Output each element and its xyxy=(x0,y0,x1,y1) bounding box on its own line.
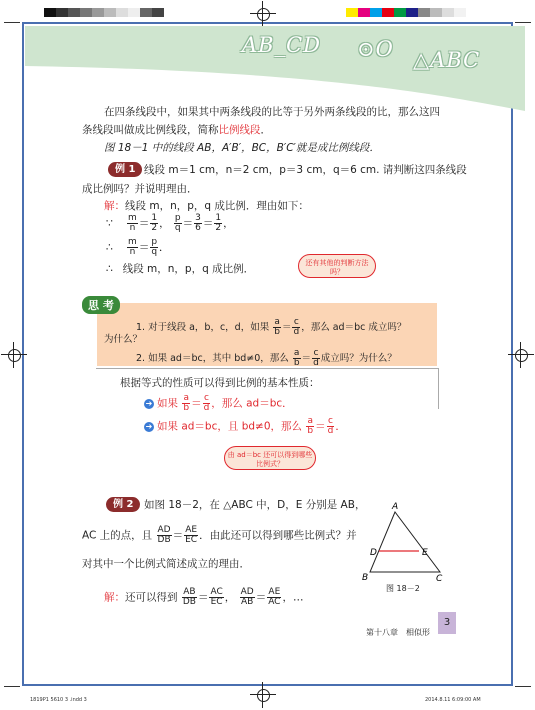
figure-caption: 图 18－2 xyxy=(386,584,420,593)
because-symbol: ∵ xyxy=(106,217,113,230)
fraction-c-d xyxy=(292,318,300,337)
fraction-c-d xyxy=(312,349,320,368)
intro-text: 条线段叫做成比例线段，简称 xyxy=(82,124,219,136)
crop-mark xyxy=(4,22,20,23)
example-1-because-line xyxy=(106,214,234,233)
intro-line-1: 在四条线段中，如果其中两条线段的比等于另外两条线段的比，那么这四 xyxy=(104,106,440,118)
grayscale-strip xyxy=(44,8,164,17)
fraction-1-2 xyxy=(214,214,222,233)
example-1-therefore-line xyxy=(106,238,170,257)
registration-mark-left xyxy=(5,346,23,364)
property-text: ，那么 ad＝bc． xyxy=(211,397,293,410)
property-title: 根据等式的性质可以得到比例的基本性质： xyxy=(120,377,320,389)
denominator: 2 xyxy=(151,223,158,233)
numerator: m xyxy=(128,213,137,223)
numerator: c xyxy=(327,416,333,426)
denominator: 6 xyxy=(195,223,201,233)
fraction-a-b xyxy=(306,417,314,436)
solution-label: 解： xyxy=(104,591,125,604)
page-number: 3 xyxy=(438,612,456,634)
intro-line-2 xyxy=(82,123,271,137)
therefore-symbol: ∴ xyxy=(106,263,113,275)
fraction-p-q xyxy=(150,238,158,257)
example-2-badge: 例 2 xyxy=(106,497,140,512)
example-2-question-3: 对其中一个比例式简述成立的理由． xyxy=(82,558,250,570)
fraction-a-b xyxy=(273,318,281,337)
numerator: c xyxy=(313,348,319,358)
intro-line-3: 图 18－1 中的线段 AB，A′B′，BC，B′C′就是成比例线段． xyxy=(104,142,380,154)
denominator: DB xyxy=(157,535,171,545)
numerator: a xyxy=(274,317,280,327)
intro-punct: ． xyxy=(260,124,271,136)
denominator: 2 xyxy=(215,223,222,233)
property-text: ． xyxy=(335,420,346,433)
vertex-C-label: C xyxy=(436,574,443,582)
think-item-2: 2. 如果 ad＝bc，其中 bd≠0，那么 $\frac{a}{b}$ ＝ $\frac{c}{d}$ 成立吗？为什么？ xyxy=(136,348,397,368)
numerator: 3 xyxy=(195,213,201,223)
numerator: AE xyxy=(185,525,198,535)
figure-18-2-triangle xyxy=(362,500,446,582)
numerator: a xyxy=(183,393,189,403)
denominator: DB xyxy=(182,597,196,607)
solution-text: 还可以得到 xyxy=(125,591,178,604)
fraction-AE-AC xyxy=(267,588,281,607)
numerator: c xyxy=(293,317,299,327)
equals: ＝ xyxy=(138,217,150,230)
fraction-c-d xyxy=(203,394,211,413)
numerator: 1 xyxy=(151,213,158,223)
fraction-AD-DB xyxy=(157,526,172,545)
numerator: AC xyxy=(210,587,223,597)
question-text: AC 上的点，且 xyxy=(82,529,153,542)
numerator: AD xyxy=(157,525,171,535)
property-text: 如果 xyxy=(157,397,178,410)
denominator: d xyxy=(293,327,300,337)
comma: ， xyxy=(223,217,234,230)
example-1-question-1: 线段 m＝1 cm，n＝2 cm，p＝3 cm，q＝6 cm. 请判断这四条线段 xyxy=(144,164,467,176)
fraction-a-b xyxy=(182,394,190,413)
numerator: a xyxy=(293,348,300,358)
denominator: EC xyxy=(210,597,223,607)
solution-label: 解： xyxy=(104,200,125,212)
numerator: c xyxy=(203,393,209,403)
arrow-right-icon: ➔ xyxy=(145,398,153,408)
denominator: EC xyxy=(185,535,198,545)
example-1-badge: 例 1 xyxy=(108,162,142,177)
think-item-1: 1. 对于线段 a，b，c，d，如果 $\frac{a}{b}$ ＝ $\frac{c}{d}$ ，那么 ad＝bc 成立吗？ xyxy=(136,317,407,337)
fraction-AC-EC xyxy=(209,588,223,607)
denominator: n xyxy=(129,223,136,233)
chapter-title: 第十八章 相似形 xyxy=(366,628,430,637)
file-info: 1819P1 5610 3 .indd 3 xyxy=(30,697,87,703)
numerator: AB xyxy=(183,587,196,597)
fraction-1-2 xyxy=(150,214,158,233)
period: ． xyxy=(159,241,170,254)
equals: ＝ xyxy=(202,217,214,230)
solution-text: ，… xyxy=(282,591,304,604)
denominator: b xyxy=(307,426,314,436)
hint-cloud-other-methods: 还有其他的判断方法吗？ xyxy=(298,254,376,278)
crop-mark xyxy=(515,22,531,23)
crop-mark xyxy=(515,686,531,687)
numerator: m xyxy=(128,237,137,247)
example-2-question-1: 如图 18－2，在 △ABC 中，D，E 分别是 AB， xyxy=(144,499,366,511)
example-1-question-2: 成比例吗？并说明理由． xyxy=(82,183,198,195)
think-text: 2. 如果 ad＝bc，其中 bd≠0，那么 xyxy=(136,353,289,364)
fraction-AB-DB xyxy=(182,588,197,607)
header-decoration-segments: AB_CD xyxy=(242,33,322,57)
fraction-3-6 xyxy=(194,214,202,233)
think-text: 1. 对于线段 a，b，c，d，如果 xyxy=(136,322,270,333)
fraction-m-n xyxy=(127,214,138,233)
think-text: ，那么 ad＝bc 成立吗？ xyxy=(301,322,407,333)
therefore-symbol: ∴ xyxy=(106,241,113,254)
numerator: 1 xyxy=(215,213,222,223)
fraction-c-d xyxy=(327,417,335,436)
numerator: a xyxy=(307,416,313,426)
vertex-A-label: A xyxy=(392,502,399,512)
think-tab: 思 考 xyxy=(82,296,120,314)
denominator: q xyxy=(174,223,181,233)
point-E-label: E xyxy=(422,548,428,558)
denominator: b xyxy=(293,358,300,368)
denominator: n xyxy=(129,247,136,257)
fraction-a-b xyxy=(293,349,301,368)
color-strip xyxy=(346,8,466,17)
print-timestamp: 2014.8.11 6:09:00 AM xyxy=(425,697,481,703)
property-row-2: ➔ 如果 ad＝bc，且 bd≠0，那么 $\frac{a}{b}$ ＝ $\frac{c}{d}$ ． xyxy=(145,416,346,436)
denominator: b xyxy=(274,327,280,337)
example-2-solution: 解：还可以得到 $\frac{AB}{DB}$ ＝ $\frac{AC}{EC}$ ， $\frac{AD}{AB}$ ＝ $\frac{AE}{AC}$ ，… xyxy=(104,587,304,607)
fraction-p-q xyxy=(174,214,182,233)
conclusion-text: 线段 m，n，p，q 成比例． xyxy=(122,263,255,275)
question-text: ．由此还可以得到哪些比例式？并 xyxy=(199,529,357,542)
hint-cloud-more-proportions: 由 ad＝bc 还可以得到哪些比例式？ xyxy=(224,446,316,470)
denominator: d xyxy=(203,403,210,413)
fraction-m-n xyxy=(127,238,138,257)
point-D-label: D xyxy=(370,548,377,558)
fraction-AE-EC xyxy=(184,526,198,545)
denominator: AC xyxy=(268,597,281,607)
think-text: 成立吗？为什么？ xyxy=(320,353,397,364)
registration-mark-bottom xyxy=(254,686,272,704)
equals: ＝ xyxy=(138,241,150,254)
example-1-solution-intro xyxy=(104,199,309,213)
denominator: d xyxy=(313,358,319,368)
numerator: p xyxy=(174,213,181,223)
denominator: q xyxy=(151,247,158,257)
denominator: AB xyxy=(240,597,254,607)
registration-mark-right xyxy=(512,346,530,364)
example-2-question-2: AC 上的点，且 $\frac{AD}{DB}$ ＝ $\frac{AE}{EC}$ ．由此还可以得到哪些比例式？并 xyxy=(82,525,357,545)
property-text: 如果 ad＝bc，且 bd≠0，那么 xyxy=(157,420,303,433)
numerator: AD xyxy=(240,587,254,597)
comma: ， xyxy=(159,217,170,230)
vertex-B-label: B xyxy=(362,573,369,582)
header-decoration-circle: ⊙O xyxy=(357,37,394,61)
registration-mark-top xyxy=(254,5,272,23)
solution-text: 线段 m，n，p，q 成比例．理由如下： xyxy=(125,200,309,212)
arrow-right-icon: ➔ xyxy=(145,421,153,431)
numerator: p xyxy=(151,237,158,247)
numerator: AE xyxy=(268,587,281,597)
term-proportional-segments: 比例线段 xyxy=(218,124,261,136)
fraction-AD-AB xyxy=(240,588,255,607)
denominator: b xyxy=(183,403,190,413)
example-1-conclusion xyxy=(106,262,254,276)
denominator: d xyxy=(327,426,334,436)
header-decoration-triangle: △ABC xyxy=(413,48,481,72)
equals: ＝ xyxy=(182,217,194,230)
crop-mark xyxy=(4,686,20,687)
think-item-1-line-2: 为什么？ xyxy=(104,334,143,345)
property-row-1: ➔ 如果 $\frac{a}{b}$ ＝ $\frac{c}{d}$ ，那么 ad＝bc． xyxy=(145,393,293,413)
